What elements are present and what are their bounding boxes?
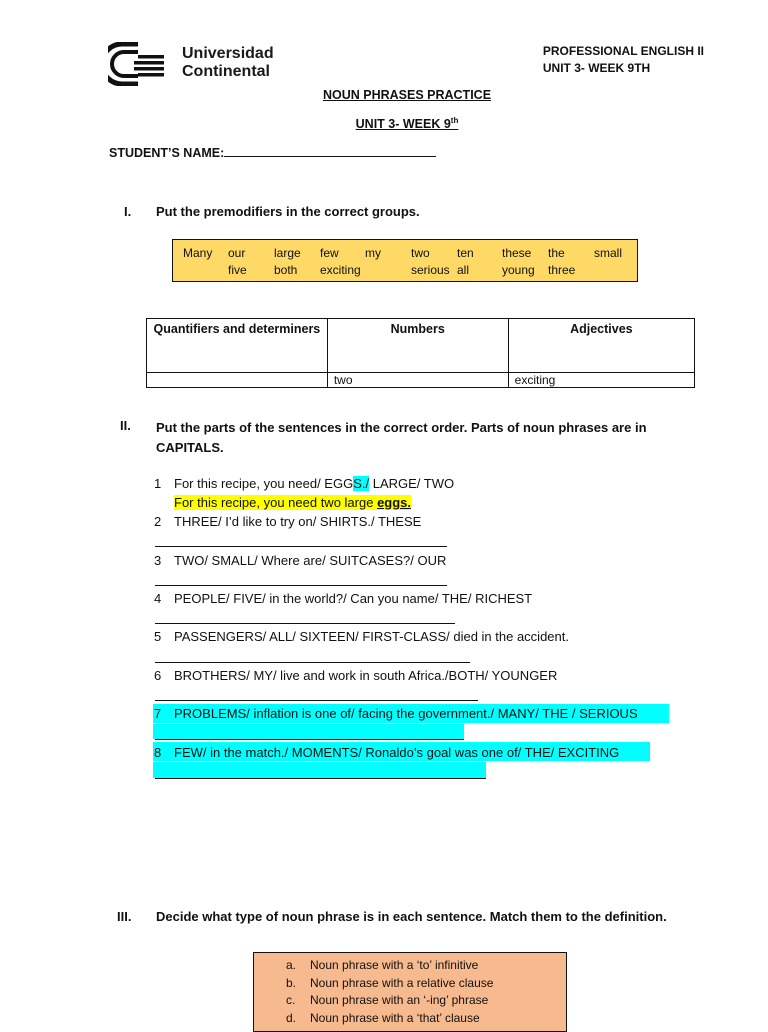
- word: exciting: [320, 263, 361, 277]
- item-number: 4: [154, 591, 162, 606]
- word: young: [502, 263, 535, 277]
- page-title: NOUN PHRASES PRACTICE: [322, 88, 492, 102]
- premodifier-groups-table: [146, 318, 695, 388]
- word: large: [274, 246, 301, 260]
- word: all: [457, 263, 470, 277]
- page-subtitle: UNIT 3- WEEK 9th: [355, 116, 459, 132]
- answer-line-3[interactable]: [155, 585, 447, 586]
- word: few: [320, 246, 339, 260]
- item-number: 3: [154, 553, 162, 568]
- item-2-text: THREE/ I’d like to try on/ SHIRTS./ THESE: [174, 514, 422, 529]
- logo-wordmark: [182, 45, 274, 81]
- item-8-text: FEW/ in the match./ MOMENTS/ Ronaldo’s goal was one of/ THE/ EXCITING: [174, 745, 620, 760]
- section-2-numeral: II.: [120, 418, 131, 433]
- cell-numbers[interactable]: two: [327, 373, 508, 388]
- item-1-text: For this recipe, you need/ EGGS./ LARGE/ TWO: [174, 476, 455, 491]
- word: my: [365, 246, 381, 260]
- item-number: 1: [154, 476, 162, 491]
- answer-line-7[interactable]: [155, 739, 464, 740]
- course-name: PROFESSIONAL ENGLISH II: [542, 44, 704, 58]
- section-1-instruction: Put the premodifiers in the correct groups.: [156, 204, 420, 219]
- answer-line-2[interactable]: [155, 546, 447, 547]
- logo-mark-icon: [108, 42, 172, 86]
- item-7-text: PROBLEMS/ inflation is one of/ facing the government./ MANY/ THE / SERIOUS: [174, 706, 638, 721]
- item-7-answer-highlight: [153, 724, 464, 739]
- word: three: [548, 263, 576, 277]
- word: five: [228, 263, 247, 277]
- word: these: [502, 246, 532, 260]
- item-6-text: BROTHERS/ MY/ live and work in south Africa./BOTH/ YOUNGER: [174, 668, 558, 683]
- header-adjectives: Adjectives: [508, 319, 694, 373]
- item-1-answer: For this recipe, you need two large eggs.: [174, 495, 412, 510]
- item-8-answer-highlight: [153, 762, 486, 778]
- answer-line-6[interactable]: [155, 700, 478, 701]
- item-number: 8: [154, 745, 162, 760]
- item-4-text: PEOPLE/ FIVE/ in the world?/ Can you name/ THE/ RICHEST: [174, 591, 533, 606]
- item-number: 5: [154, 629, 162, 644]
- answer-line-4[interactable]: [155, 623, 455, 624]
- item-number: 6: [154, 668, 162, 683]
- section-3-numeral: III.: [117, 909, 132, 924]
- item-number: 2: [154, 514, 162, 529]
- answer-line-8[interactable]: [155, 778, 486, 779]
- header-numbers: Numbers: [327, 319, 508, 373]
- section-1-numeral: I.: [124, 204, 132, 219]
- section-3-instruction: Decide what type of noun phrase is in each sentence. Match them to the definition.: [156, 909, 667, 924]
- header-right: [543, 43, 704, 77]
- logo-line-2: Continental: [182, 63, 270, 80]
- word: small: [594, 246, 623, 260]
- student-name-field[interactable]: [109, 146, 436, 160]
- student-name-label: STUDENT’S NAME:: [109, 146, 225, 160]
- word: both: [274, 263, 298, 277]
- item-3-text: TWO/ SMALL/ Where are/ SUITCASES?/ OUR: [174, 553, 447, 568]
- student-name-blank[interactable]: [224, 156, 436, 157]
- word: Many: [183, 246, 213, 260]
- cell-adjectives[interactable]: exciting: [508, 373, 694, 388]
- word: serious: [411, 263, 450, 277]
- premodifier-word-box: [172, 239, 638, 282]
- item-5-text: PASSENGERS/ ALL/ SIXTEEN/ FIRST-CLASS/ died in the accident.: [174, 629, 569, 644]
- header-quantifiers: Quantifiers and determiners: [147, 319, 328, 373]
- definitions-box: a. Noun phrase with a ‘to’ infinitive b. Noun phrase with a relative clause c. Noun phrase with an ‘-ing’ phrase d. Noun phrase with a ‘that’ clause: [253, 952, 567, 1032]
- answer-line-5[interactable]: [155, 662, 470, 663]
- word: ten: [457, 246, 474, 260]
- item-number: 7: [154, 706, 162, 721]
- word: two: [411, 246, 430, 260]
- cell-quantifiers[interactable]: [147, 373, 328, 388]
- word: our: [228, 246, 246, 260]
- section-2-instruction: Put the parts of the sentences in the correct order. Parts of noun phrases are in CAPITALS.: [156, 420, 647, 455]
- word: the: [548, 246, 565, 260]
- unit-week: UNIT 3- WEEK 9TH: [542, 61, 651, 75]
- logo-line-1: Universidad: [182, 45, 274, 62]
